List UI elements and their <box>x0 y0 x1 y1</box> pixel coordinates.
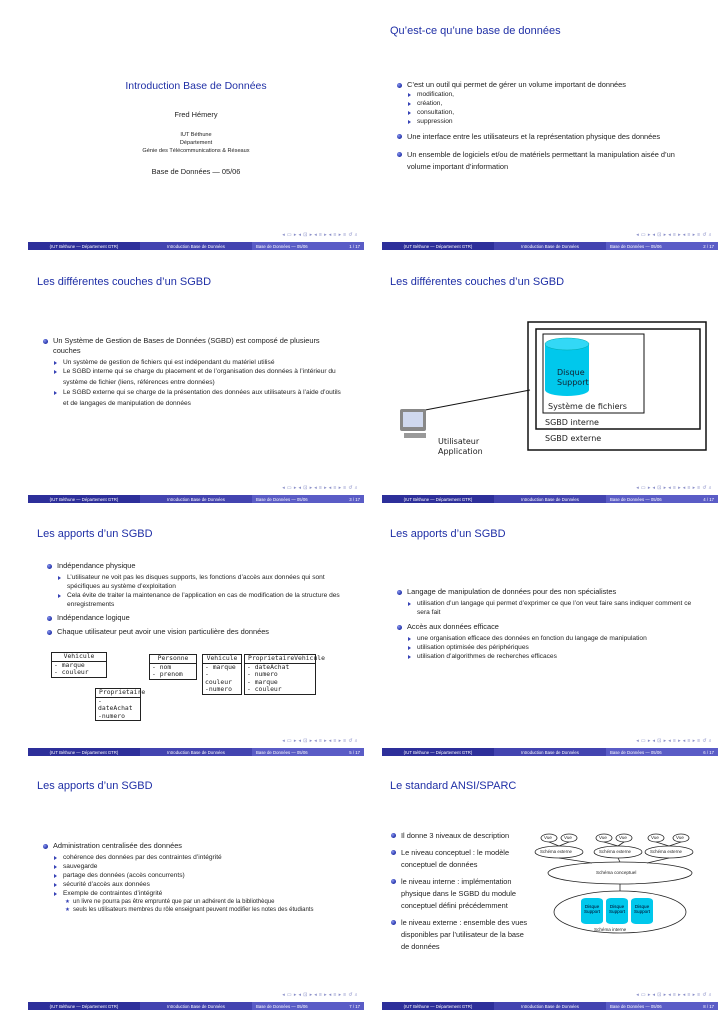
footer-left: (IUT Béthune — Département GTR) <box>28 495 140 503</box>
slide-title: Le standard ANSI/SPARC <box>390 780 517 792</box>
footer <box>28 748 364 756</box>
sub-bullet: partage des données (accès concurrents) <box>42 871 342 880</box>
footer-left: (IUT Béthune — Département GTR) <box>382 748 494 756</box>
sub-bullet: Cela évite de traiter la maintenance de l’application en cas de modification de la structure des enregistrements <box>46 591 346 609</box>
ansi-sparc-diagram <box>382 760 718 992</box>
sgbd-interne-label: SGBD interne <box>545 418 599 427</box>
footer-middle: Introduction Base de Données <box>494 1002 606 1010</box>
sub-bullet: consultation, <box>396 108 696 117</box>
sub-bullet: utilisation d’algorithmes de recherches efficaces <box>396 652 698 661</box>
sub-bullet: utilisation d’un langage qui permet d’exprimer ce que l’on veut faire sans indiquer comment ce sera fait <box>396 599 698 617</box>
application-label: Application <box>438 447 483 456</box>
affiliation-3: Génie des Télécommunications & Réseaux <box>142 148 250 154</box>
footer-left: (IUT Béthune — Département GTR) <box>382 1002 494 1010</box>
navigation-icons[interactable]: ◂ ▭ ▸ ◂ ⊡ ▸ ◂ ≡ ▸ ◂ ≡ ▸ ≡ ↺ ⌕ <box>636 232 712 238</box>
bullet: Un ensemble de logiciels et/ou de matériels permettant la manipulation aisée d’un volume important d’information <box>396 149 696 174</box>
slide-7 <box>28 760 364 1012</box>
affiliation-1: IUT Béthune <box>180 132 212 138</box>
slide-title: Les apports d’un SGBD <box>37 780 153 792</box>
slide-content <box>396 75 696 174</box>
slide-1 <box>28 0 364 252</box>
slide-title: Les différentes couches d’un SGBD <box>390 276 565 288</box>
page-number: 5 / 17 <box>349 749 360 755</box>
course-date: Base de Données — 05/06 <box>151 167 241 176</box>
footer-right: Base de Données — 05/06 8 / 17 <box>606 1002 718 1010</box>
bullet: Un Système de Gestion de Bases de Données (SGBD) est composé de plusieurs couches <box>42 336 342 356</box>
footer <box>382 748 718 756</box>
disk-icon: Disque Support <box>581 898 603 924</box>
navigation-icons[interactable]: ◂ ▭ ▸ ◂ ⊡ ▸ ◂ ≡ ▸ ◂ ≡ ▸ ≡ ↺ ⌕ <box>636 992 712 998</box>
er-proprietaire-table: Proprietaire - dateAchat -numero <box>95 688 141 721</box>
slide-title: Introduction Base de Données <box>125 80 267 92</box>
footer-right: Base de Données — 05/06 1 / 17 <box>252 242 364 250</box>
footer-left: (IUT Béthune — Département GTR) <box>382 242 494 250</box>
vue-label: Vue <box>676 835 684 840</box>
footer-middle: Introduction Base de Données <box>140 748 252 756</box>
slide-content <box>42 836 342 915</box>
footer-left: (IUT Béthune — Département GTR) <box>382 495 494 503</box>
footer-right: Base de Données — 05/06 4 / 17 <box>606 495 718 503</box>
bullet: Il donne 3 niveaux de description <box>390 830 530 842</box>
slide-title: Les apports d’un SGBD <box>390 528 506 540</box>
footer <box>28 495 364 503</box>
page-number: 6 / 17 <box>703 749 714 755</box>
bullet: Indépendance physique <box>46 561 346 571</box>
bullet: Chaque utilisateur peut avoir une vision particulière des données <box>46 627 346 637</box>
footer-right: Base de Données — 05/06 3 / 17 <box>252 495 364 503</box>
footer-left: (IUT Béthune — Département GTR) <box>28 748 140 756</box>
bullet: le niveau externe : ensemble des vues disponibles par l’utilisateur de la base de données <box>390 917 530 953</box>
slide-6 <box>382 506 718 758</box>
footer <box>28 242 364 250</box>
disk-icon <box>545 338 589 396</box>
er-vehicule-table: Vehicule - marque - couleur <box>51 652 107 678</box>
file-system-label: Système de fichiers <box>548 402 627 411</box>
sub-bullet: Le SGBD interne qui se charge du placement et de l’organisation des données à l’intérieur du système de fichier (liens, références entre données) <box>42 367 342 388</box>
bullet: C’est un outil qui permet de gérer un volume important de données <box>396 80 696 90</box>
footer-middle: Introduction Base de Données <box>140 1002 252 1010</box>
page-number: 4 / 17 <box>703 496 714 502</box>
navigation-icons[interactable]: ◂ ▭ ▸ ◂ ⊡ ▸ ◂ ≡ ▸ ◂ ≡ ▸ ≡ ↺ ⌕ <box>636 738 712 744</box>
user-label: Utilisateur <box>438 437 480 446</box>
sub-bullet: modification, <box>396 90 696 99</box>
er-vehicule-table-2: Vehicule - marque - couleur -numero <box>202 654 242 695</box>
vue-label: Vue <box>651 835 659 840</box>
sub-bullet: Exemple de contraintes d’intégrité <box>42 889 342 898</box>
sub-bullet: cohérence des données par des contraintes d’intégrité <box>42 853 342 862</box>
bullet: Le niveau conceptuel : le modèle conceptuel de données <box>390 847 530 871</box>
footer <box>382 1002 718 1010</box>
page-number: 7 / 17 <box>349 1003 360 1009</box>
disk-icon: Disque Support <box>606 898 628 924</box>
page-number: 8 / 17 <box>703 1003 714 1009</box>
vue-label: Vue <box>619 835 627 840</box>
schema-externe-label: Schéma externe <box>650 849 682 854</box>
sub-bullet: création, <box>396 99 696 108</box>
bullet: le niveau interne : implémentation physique dans le SGBD du module conceptuel défini précédemment <box>390 876 530 912</box>
footer-right: Base de Données — 05/06 7 / 17 <box>252 1002 364 1010</box>
slide-content <box>46 556 346 638</box>
footer-middle: Introduction Base de Données <box>140 495 252 503</box>
navigation-icons[interactable]: ◂ ▭ ▸ ◂ ⊡ ▸ ◂ ≡ ▸ ◂ ≡ ▸ ≡ ↺ ⌕ <box>282 992 358 998</box>
support-label: Support <box>557 378 589 387</box>
slide-title: Qu’est-ce qu’une base de données <box>390 25 561 37</box>
bullet: Indépendance logique <box>46 613 346 623</box>
vue-label: Vue <box>564 835 572 840</box>
sgbd-externe-label: SGBD externe <box>545 434 602 443</box>
footer-middle: Introduction Base de Données <box>494 495 606 503</box>
sub-bullet: utilisation optimisée des périphériques <box>396 643 698 652</box>
affiliation-2: Département <box>179 140 213 146</box>
slide-title: Les apports d’un SGBD <box>37 528 153 540</box>
bullet: Administration centralisée des données <box>42 841 342 851</box>
footer-middle: Introduction Base de Données <box>140 242 252 250</box>
author: Fred Hémery <box>174 110 218 119</box>
footer <box>382 495 718 503</box>
sub-bullet: sécurité d’accès aux données <box>42 880 342 889</box>
slide-2 <box>382 0 718 252</box>
navigation-icons[interactable]: ◂ ▭ ▸ ◂ ⊡ ▸ ◂ ≡ ▸ ◂ ≡ ▸ ≡ ↺ ⌕ <box>282 738 358 744</box>
slide-8 <box>382 760 718 1012</box>
navigation-icons[interactable]: ◂ ▭ ▸ ◂ ⊡ ▸ ◂ ≡ ▸ ◂ ≡ ▸ ≡ ↺ ⌕ <box>282 232 358 238</box>
sub-bullet: une organisation efficace des données en fonction du langage de manipulation <box>396 634 698 643</box>
slide-4 <box>382 253 718 505</box>
sub-bullet: sauvegarde <box>42 862 342 871</box>
footer-middle: Introduction Base de Données <box>494 748 606 756</box>
bullet: Une interface entre les utilisateurs et la représentation physique des données <box>396 131 696 144</box>
sub-bullet: L’utilisateur ne voit pas les disques supports, les fonctions d’accès aux données qui sont spécifiques au système d’exploitation <box>46 573 346 591</box>
sub-bullet: Un système de gestion de fichiers qui est indépendant du matériel utilisé <box>42 358 342 367</box>
schema-externe-label: Schéma externe <box>540 849 572 854</box>
footer-middle: Introduction Base de Données <box>494 242 606 250</box>
schema-interne-label: Schéma interne <box>594 927 627 932</box>
footer-left: (IUT Béthune — Département GTR) <box>28 1002 140 1010</box>
footer-right: Base de Données — 05/06 2 / 17 <box>606 242 718 250</box>
slide-3 <box>28 253 364 505</box>
footer <box>28 1002 364 1010</box>
footer-left: (IUT Béthune — Département GTR) <box>28 242 140 250</box>
sub-bullet: suppression <box>396 117 696 126</box>
slide-5 <box>28 506 364 758</box>
sub-sub-bullet: ★ un livre ne pourra pas être emprunté que par un adhérent de la bibliothèque <box>42 898 342 906</box>
sgbd-layers-diagram <box>382 253 718 483</box>
disk-icon: Disque Support <box>631 898 653 924</box>
bullet: Accès aux données efficace <box>396 622 698 632</box>
slide-content <box>396 582 698 661</box>
er-personne-table: Personne - nom - prenom <box>149 654 197 680</box>
slide-title: Les différentes couches d’un SGBD <box>37 276 212 288</box>
vue-label: Vue <box>544 835 552 840</box>
vue-label: Vue <box>599 835 607 840</box>
sub-bullet: Le SGBD externe qui se charge de la présentation des données aux utilisateurs à l’aide d’outils et de langages de manipulation de données <box>42 388 342 409</box>
footer-right: Base de Données — 05/06 5 / 17 <box>252 748 364 756</box>
schema-externe-label: Schéma externe <box>599 849 631 854</box>
sub-sub-bullet: ★ seuls les utilisateurs membres du rôle enseignant peuvent modifier les notes des étudiants <box>42 906 342 914</box>
footer-right: Base de Données — 05/06 6 / 17 <box>606 748 718 756</box>
page-number: 3 / 17 <box>349 496 360 502</box>
footer <box>382 242 718 250</box>
bullet: Langage de manipulation de données pour des non spécialistes <box>396 587 698 597</box>
page-number: 2 / 17 <box>703 243 714 249</box>
er-proprietaire-vehicule-table: ProprietaireVehicule - dateAchat - numero - marque - couleur <box>244 654 316 695</box>
disk-label: Disque <box>557 368 585 377</box>
navigation-icons[interactable]: ◂ ▭ ▸ ◂ ⊡ ▸ ◂ ≡ ▸ ◂ ≡ ▸ ≡ ↺ ⌕ <box>636 485 712 491</box>
computer-icon <box>400 409 426 438</box>
navigation-icons[interactable]: ◂ ▭ ▸ ◂ ⊡ ▸ ◂ ≡ ▸ ◂ ≡ ▸ ≡ ↺ ⌕ <box>282 485 358 491</box>
schema-conceptuel-label: Schéma conceptuel <box>596 870 637 875</box>
slide-content <box>42 331 342 409</box>
page-number: 1 / 17 <box>349 243 360 249</box>
